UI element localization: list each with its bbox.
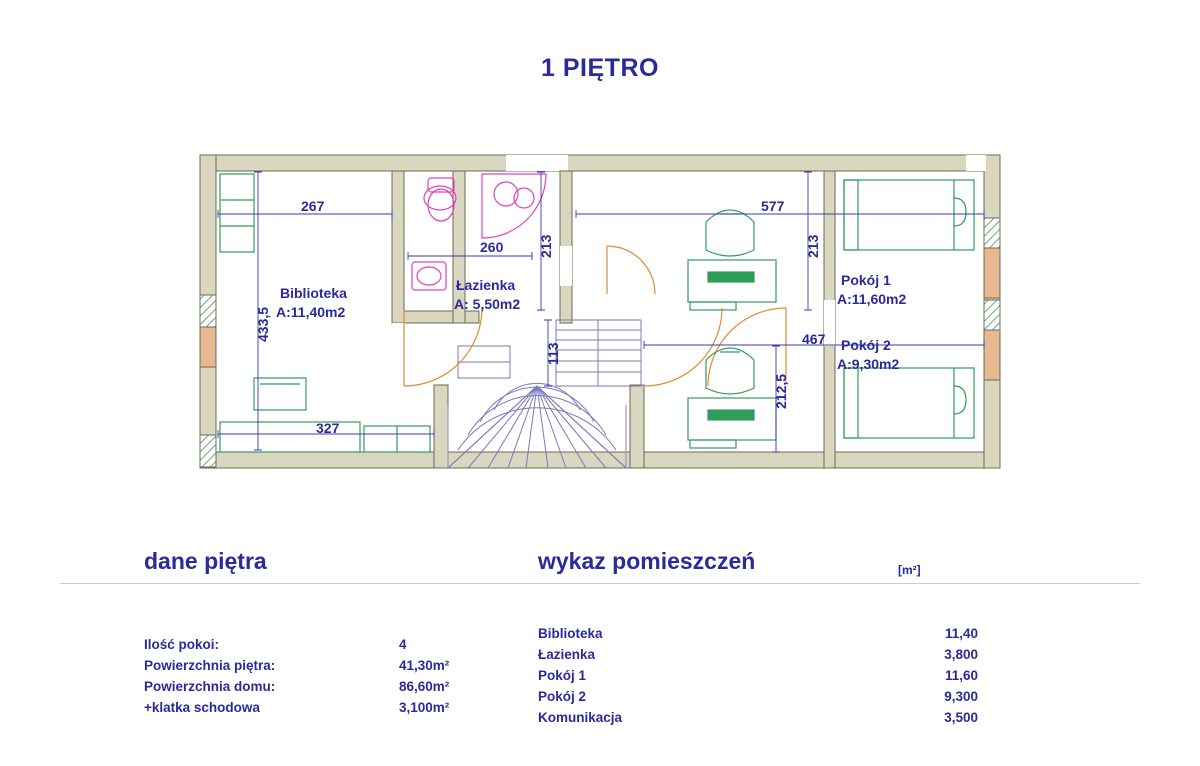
floor-data-value: 41,30m² [399, 658, 450, 673]
room-area-pokoj2: A:9,30m2 [837, 356, 900, 372]
floor-data-value: 4 [399, 637, 407, 652]
room-area: 3,500 [944, 710, 978, 725]
dimension-327: 327 [316, 420, 340, 436]
dimension-260: 260 [480, 239, 504, 255]
floor-data-key: Powierzchnia domu: [144, 679, 276, 694]
table-row [538, 665, 978, 686]
room-area: 11,60 [944, 668, 978, 683]
floor-data-heading: dane piętra [144, 548, 267, 574]
floorplan-drawing [196, 150, 1004, 475]
floor-data-key: Ilość pokoi: [144, 637, 220, 652]
dimension-433-5: 433,5 [255, 306, 271, 342]
room-area-biblioteka: A:11,40m2 [276, 304, 346, 320]
floor-data-value: 3,100m² [399, 700, 450, 715]
dimension-577: 577 [761, 198, 785, 214]
dimension-267: 267 [301, 198, 325, 214]
table-row [144, 655, 519, 676]
dimension-213-bathroom: 213 [538, 234, 554, 258]
table-row [538, 707, 978, 728]
dimension-467: 467 [802, 331, 826, 347]
table-row [538, 644, 978, 665]
floor-data-value: 86,60m² [399, 679, 450, 694]
table-row [144, 676, 519, 697]
room-area-pokoj1: A:11,60m2 [837, 291, 907, 307]
dimension-213-room: 213 [805, 234, 821, 258]
page-title: 1 PIĘTRO [541, 54, 659, 82]
dimension-212-5: 212,5 [773, 373, 789, 409]
table-row [538, 623, 978, 644]
table-row [144, 634, 519, 655]
furniture-bathroom [412, 174, 546, 290]
room-label-pokoj1: Pokój 1 [841, 272, 891, 288]
room-area: 11,40 [944, 626, 978, 641]
rooms-table-unit: [m²] [898, 563, 921, 577]
room-name: Komunikacja [538, 710, 623, 725]
room-label-lazienka: Łazienka [456, 277, 516, 293]
room-label-biblioteka: Biblioteka [280, 285, 347, 301]
table-row [538, 686, 978, 707]
divider [60, 583, 1140, 584]
floor-data-key: Powierzchnia piętra: [144, 658, 276, 673]
room-area-lazienka: A: 5,50m2 [454, 296, 521, 312]
room-name: Biblioteka [538, 626, 603, 641]
rooms-table-heading: wykaz pomieszczeń [538, 548, 756, 574]
room-name: Pokój 1 [538, 668, 587, 683]
room-area: 3,800 [944, 647, 978, 662]
table-row [144, 697, 519, 718]
room-label-pokoj2: Pokój 2 [841, 337, 891, 353]
room-name: Pokój 2 [538, 689, 587, 704]
floor-data-key: +klatka schodowa [144, 700, 260, 715]
room-area: 9,300 [944, 689, 978, 704]
dimension-113: 113 [545, 342, 561, 365]
room-name: Łazienka [538, 647, 596, 662]
rooms-table [538, 623, 978, 728]
floor-data-table [144, 634, 519, 718]
